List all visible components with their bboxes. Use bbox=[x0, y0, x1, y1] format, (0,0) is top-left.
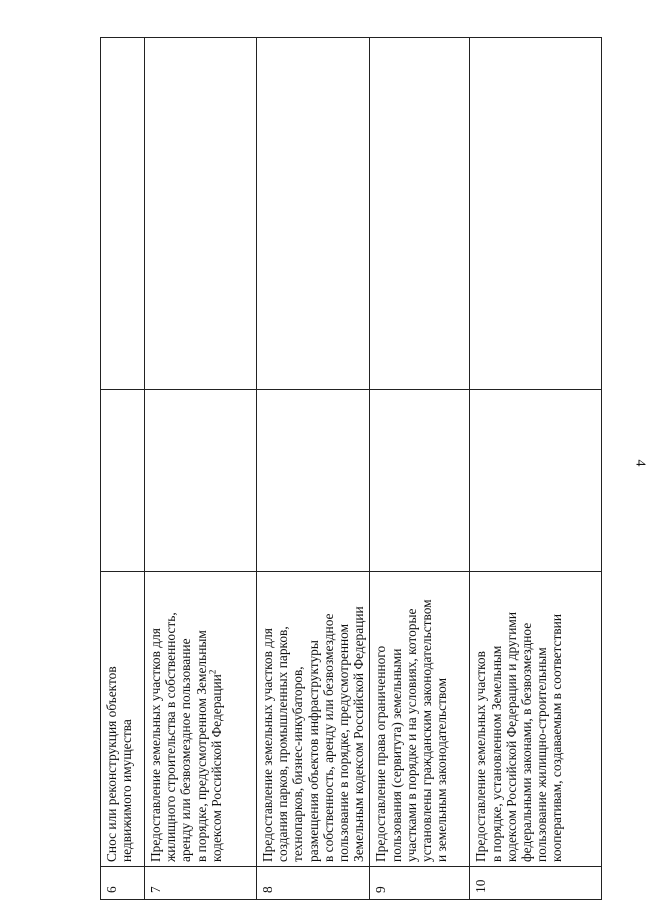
service-name-line: в порядке, установленном Земельным bbox=[488, 645, 504, 862]
service-name-line: Предоставление земельных участков для bbox=[260, 628, 275, 862]
empty-cell-a bbox=[257, 390, 370, 572]
row-number: 7 bbox=[145, 867, 257, 900]
empty-cell-a bbox=[370, 390, 470, 572]
empty-cell-b bbox=[470, 38, 602, 390]
table-row bbox=[101, 38, 145, 900]
table-row bbox=[470, 38, 602, 900]
table-row bbox=[145, 38, 257, 900]
service-name-line: недвижимого имущества bbox=[119, 719, 135, 862]
service-name-line: Снос или реконструкция объектов bbox=[104, 666, 119, 862]
service-name-cell bbox=[101, 572, 145, 867]
footnote-marker: 2 bbox=[207, 669, 218, 675]
services-table bbox=[100, 37, 602, 900]
service-name-line: кодексом Российской Федерации$^2$ bbox=[207, 669, 224, 862]
empty-cell-b bbox=[257, 38, 370, 390]
service-name-line: размещения объектов инфраструктуры bbox=[305, 640, 321, 862]
row-number: 6 bbox=[101, 867, 145, 900]
empty-cell-b bbox=[101, 38, 145, 390]
service-name-line: установлены гражданским законодательством bbox=[419, 599, 435, 862]
row-number: 8 bbox=[257, 867, 370, 900]
service-name-line: кооперативам, создаваемым в соответствии bbox=[549, 614, 565, 862]
service-name-line: и земельным законодательством bbox=[434, 677, 450, 862]
service-name-line: Предоставление земельных участков bbox=[473, 651, 489, 862]
service-name-line: пользование жилищно-строительным bbox=[534, 647, 550, 862]
row-number: 9 bbox=[370, 867, 470, 900]
service-name-line: в порядке, предусмотренном Земельным bbox=[193, 630, 209, 862]
service-name-line: пользование в порядке, предусмотренном bbox=[336, 623, 352, 862]
empty-cell-a bbox=[145, 390, 257, 572]
empty-cell-a bbox=[470, 390, 602, 572]
table-row bbox=[370, 38, 470, 900]
empty-cell-b bbox=[370, 38, 470, 390]
service-name-line: Земельным кодексом Российской Федерации bbox=[351, 606, 367, 862]
page-number: 4 bbox=[632, 459, 648, 467]
service-name-line: федеральными законами, в безвозмездное bbox=[519, 622, 535, 862]
service-name-cell bbox=[370, 572, 470, 867]
service-name-cell bbox=[145, 572, 257, 867]
service-name-line: кодексом Российской Федерации и другими bbox=[503, 611, 519, 862]
service-name-line: технопарков, бизнес-инкубаторов, bbox=[290, 666, 306, 862]
service-name-line: аренду или безвозмездное пользование bbox=[178, 638, 194, 862]
empty-cell-b bbox=[145, 38, 257, 390]
service-name-line: в собственность, аренду или безвозмездное bbox=[320, 613, 336, 862]
service-name-line: участками в порядке и на условиях, которые bbox=[403, 608, 419, 862]
service-name-line: жилищного строительства в собственность, bbox=[163, 612, 179, 862]
service-name-cell bbox=[257, 572, 370, 867]
table-row bbox=[257, 38, 370, 900]
rotated-table-container bbox=[100, 38, 600, 900]
service-name-line: Предоставление земельных участков для bbox=[148, 628, 163, 862]
service-name-line: создания парков, промышленных парков, bbox=[275, 626, 291, 862]
service-name-cell bbox=[470, 572, 602, 867]
service-name-line: Предоставление права ограниченного bbox=[373, 645, 389, 862]
service-name-line: пользования (сервитута) земельными bbox=[388, 648, 404, 862]
empty-cell-a bbox=[101, 390, 145, 572]
row-number: 10 bbox=[470, 867, 602, 900]
